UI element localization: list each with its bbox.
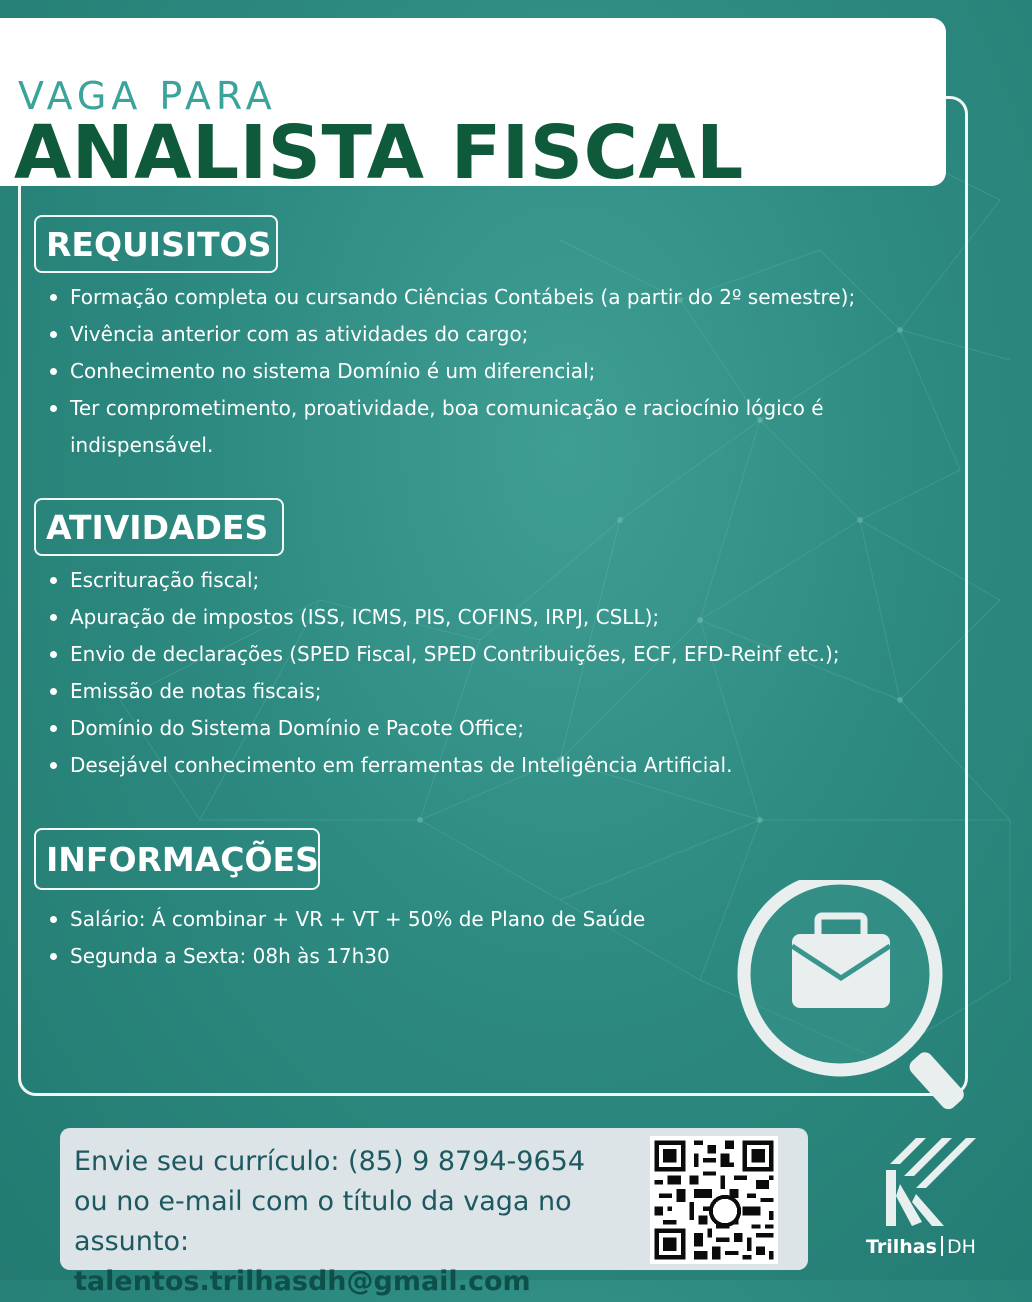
list-item: Domínio do Sistema Domínio e Pacote Office;	[46, 710, 966, 747]
contact-text	[74, 1142, 634, 1302]
magnifier-briefcase-icon	[728, 880, 988, 1110]
page-title: ANALISTA FISCAL	[14, 110, 744, 196]
qr-code-icon[interactable]	[650, 1136, 778, 1264]
list-item: Envio de declarações (SPED Fiscal, SPED Contribuições, ECF, EFD-Reinf etc.);	[46, 636, 966, 673]
contact-email[interactable]: talentos.trilhasdh@gmail.com	[74, 1266, 531, 1297]
list-item: Conhecimento no sistema Domínio é um diferencial;	[46, 353, 946, 390]
list-item: Ter comprometimento, proatividade, boa comunicação e raciocínio lógico é indispensável.	[46, 390, 946, 464]
list-item: Segunda a Sexta: 08h às 17h30	[46, 941, 686, 972]
section-heading-atividades	[34, 498, 284, 556]
header-banner	[0, 18, 946, 196]
section-heading-informacoes	[34, 828, 320, 890]
contact-email-prefix: assunto:	[74, 1226, 190, 1257]
contact-phone-line: Envie seu currículo: (85) 9 8794-9654	[74, 1146, 585, 1177]
contact-email-line	[74, 1222, 634, 1302]
logo-suffix: DH	[946, 1236, 976, 1258]
list-item: Desejável conhecimento em ferramentas de Inteligência Artificial.	[46, 747, 966, 784]
section-heading-requisitos	[34, 215, 278, 273]
requisitos-heading-text: REQUISITOS	[46, 224, 272, 264]
list-item: Apuração de impostos (ISS, ICMS, PIS, COFINS, IRPJ, CSLL);	[46, 599, 966, 636]
contact-email-intro: ou no e-mail com o título da vaga no	[74, 1186, 572, 1217]
contact-box	[60, 1128, 808, 1297]
list-item: Vivência anterior com as atividades do cargo;	[46, 316, 946, 353]
list-item: Formação completa ou cursando Ciências Contábeis (a partir do 2º semestre);	[46, 279, 946, 316]
logo-brand: Trilhas	[866, 1236, 937, 1258]
list-item: Salário: Á combinar + VR + VT + 50% de Plano de Saúde	[46, 904, 686, 935]
list-item: Emissão de notas fiscais;	[46, 673, 966, 710]
informacoes-heading-text: INFORMAÇÕES	[46, 839, 319, 879]
requisitos-list	[46, 279, 946, 464]
atividades-heading-text: ATIVIDADES	[46, 507, 269, 547]
list-item: Escrituração fiscal;	[46, 562, 966, 599]
atividades-list	[46, 562, 966, 784]
informacoes-list	[46, 904, 686, 972]
header-subtitle: VAGA PARA	[18, 74, 277, 118]
logo-wordmark	[866, 1236, 976, 1258]
